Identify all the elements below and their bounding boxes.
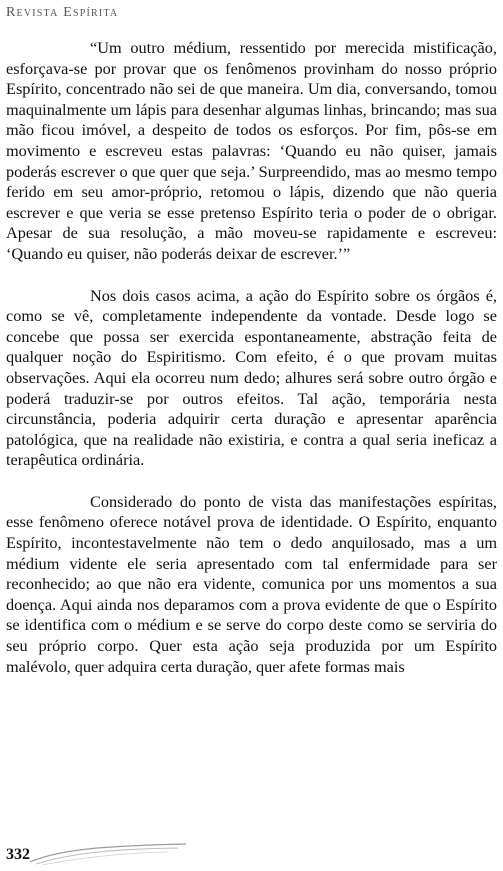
body-text bbox=[6, 38, 497, 698]
footer-swoosh-ornament bbox=[28, 840, 188, 866]
page-number: 332 bbox=[6, 846, 30, 863]
paragraph-3: Considerado do ponto de vista das manifestações espíritas, esse fenômeno oferece notável prova de identidade. O Espírito, enquanto Espírito, incontestavelmente não tem o dedo anquilosado, mas a um médium vidente ele seria apresentado com tal enfermidade para ser reconhecido; ao que não era vidente, comunica por uns momentos a sua doença. Aqui ainda nos deparamos com a prova evidente de que o Espírito se identifica com o médium e se serve do corpo deste como se serviria do seu próprio corpo. Quer esta ação seja produzida por um Espírito malévolo, quer adquira certa duração, quer afete formas mais bbox=[6, 491, 497, 676]
paragraph-1: “Um outro médium, ressentido por merecida mistificação, esforçava-se por provar que os fenômenos provinham do nosso próprio Espírito, concentrado não sei de que maneira. Um dia, conversando, tomou maquinalmente um lápis para desenhar algumas linhas, brincando; mas sua mão ficou imóvel, a despeito de todos os esforços. Por fim, pôs-se em movimento e escreveu estas palavras: ‘Quando eu não quiser, jamais poderás escrever o que quer que seja.’ Surpreendido, mas ao mesmo tempo ferido em seu amor-próprio, retomou o lápis, dizendo que não queria escrever e que veria se esse pretenso Espírito teria o poder de o obrigar. Apesar de sua resolução, a mão moveu-se rapidamente e escreveu: ‘Quando eu quiser, não poderás deixar de escrever.’” bbox=[6, 38, 497, 263]
running-header: Revista Espírita bbox=[6, 5, 119, 20]
paragraph-2: Nos dois casos acima, a ação do Espírito sobre os órgãos é, como se vê, completamente independente da vontade. Desde logo se concebe que possa ser exercida espontaneamente, abstração feita de qualquer noção do Espiritismo. Com efeito, é o que provam muitas observações. Aqui ela ocorreu num dedo; alhures será sobre outro órgão e poderá traduzir-se por outros efeitos. Tal ação, temporária nesta circunstância, poderia adquirir certa duração e apresentar aparência patológica, que na realidade não existiria, e contra a qual seria ineficaz a terapêutica ordinária. bbox=[6, 285, 497, 470]
